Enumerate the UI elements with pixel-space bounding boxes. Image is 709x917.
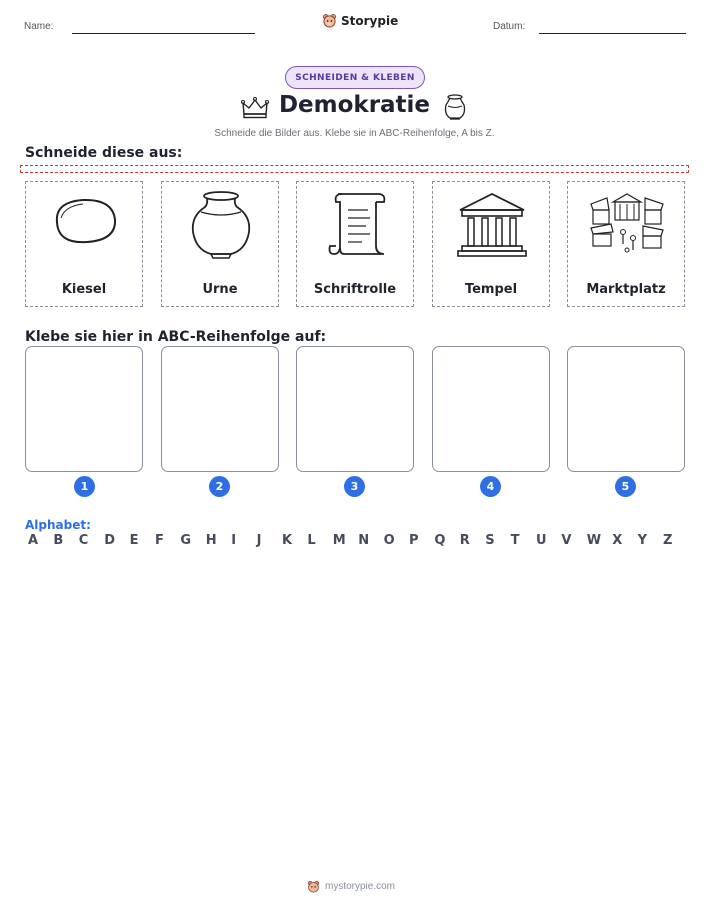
card-label: Marktplatz: [586, 282, 666, 297]
pebble-icon: [45, 188, 125, 262]
activity-tag: SCHNEIDEN & KLEBEN: [285, 66, 425, 89]
paste-slot-2[interactable]: [161, 346, 279, 472]
slot-number-3: 3: [344, 476, 365, 497]
alphabet-letter: F: [155, 533, 164, 548]
paste-slot-1[interactable]: [25, 346, 143, 472]
alphabet-letter: J: [256, 533, 262, 548]
brand-logo: [322, 13, 398, 28]
scroll-icon: [316, 188, 396, 262]
alphabet-letter: Y: [637, 533, 648, 548]
card-label: Kiesel: [61, 282, 107, 297]
footer: [307, 880, 395, 893]
alphabet-letter: V: [561, 533, 572, 548]
alphabet-letter: C: [78, 533, 89, 548]
title-row: [0, 92, 709, 124]
alphabet-letter: B: [53, 533, 64, 548]
cut-card-schriftrolle[interactable]: [296, 181, 414, 307]
alphabet-letter: I: [231, 533, 237, 548]
slot-number-1: 1: [74, 476, 95, 497]
cut-line: [20, 165, 689, 173]
urn-icon: [440, 92, 470, 122]
cut-card-kiesel[interactable]: [25, 181, 143, 307]
alphabet-letter: U: [536, 533, 547, 548]
cut-card-tempel[interactable]: [432, 181, 550, 307]
slot-number-2: 2: [209, 476, 230, 497]
alphabet-row: [28, 533, 688, 551]
brand-name: Storypie: [341, 13, 399, 28]
card-label: Schriftrolle: [313, 282, 397, 297]
cut-card-marktplatz[interactable]: [567, 181, 685, 307]
alphabet-letter: R: [459, 533, 470, 548]
alphabet-letter: N: [358, 533, 370, 548]
instructions: Schneide die Bilder aus. Klebe sie in ABC-Reihenfolge, A bis Z.: [214, 128, 495, 139]
alphabet-letter: E: [129, 533, 139, 548]
slot-number-5: 5: [615, 476, 636, 497]
paste-slot-4[interactable]: [432, 346, 550, 472]
paste-heading: Klebe sie hier in ABC-Reihenfolge auf:: [25, 329, 327, 345]
paste-slot-3[interactable]: [296, 346, 414, 472]
alphabet-letter: X: [612, 533, 623, 548]
alphabet-letter: P: [409, 533, 419, 548]
alphabet-letter: M: [332, 533, 346, 548]
alphabet-letter: H: [205, 533, 217, 548]
alphabet-letter: G: [180, 533, 192, 548]
urn-icon: [181, 188, 261, 262]
card-label: Urne: [202, 282, 238, 297]
date-line: [539, 33, 686, 34]
date-label: Datum:: [493, 21, 526, 32]
alphabet-letter: Q: [434, 533, 446, 548]
card-label: Tempel: [464, 282, 518, 297]
alphabet-letter: D: [104, 533, 115, 548]
storypie-logo-icon: [322, 13, 337, 28]
alphabet-letter: A: [28, 533, 39, 548]
alphabet-letter: W: [586, 533, 602, 548]
temple-icon: [452, 188, 532, 262]
cut-card-urne[interactable]: [161, 181, 279, 307]
marketplace-icon: [587, 188, 667, 262]
slot-number-4: 4: [480, 476, 501, 497]
name-line: [72, 33, 255, 34]
alphabet-letter: S: [485, 533, 495, 548]
page-title: Demokratie: [278, 92, 431, 118]
alphabet-label: Alphabet:: [25, 518, 91, 532]
alphabet-letter: T: [510, 533, 520, 548]
alphabet-letter: L: [307, 533, 316, 548]
alphabet-letter: O: [383, 533, 395, 548]
alphabet-letter: Z: [663, 533, 673, 548]
name-label: Name:: [24, 21, 54, 32]
footer-url: mystorypie.com: [325, 881, 396, 892]
paste-slot-5[interactable]: [567, 346, 685, 472]
storypie-logo-icon: [307, 880, 320, 893]
alphabet-letter: K: [282, 533, 293, 548]
cut-heading: Schneide diese aus:: [25, 145, 183, 161]
